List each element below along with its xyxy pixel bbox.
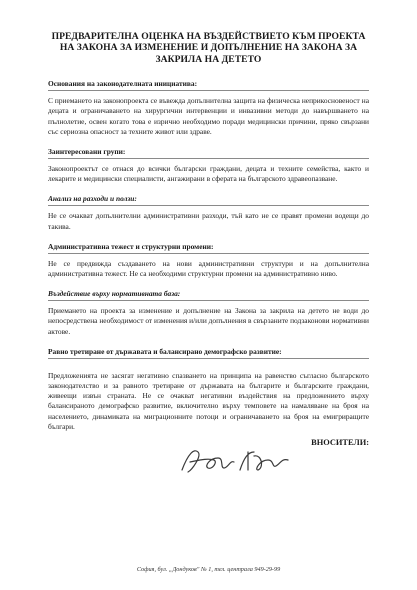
section-heading: Административна тежест и структурни промени: <box>48 241 214 251</box>
section-cost-benefit <box>48 194 369 231</box>
section-admin-burden <box>48 242 369 279</box>
signers-label: ВНОСИТЕЛИ: <box>311 438 369 448</box>
section-heading: Заинтересовани групи: <box>48 147 126 157</box>
section-divider <box>48 158 369 159</box>
section-text: Приемането на проекта за изменение и допълнение на Закона за закрила на детето не води до непосредствена необходимост от изменения и/или допълнения в свързаните подзаконови нормативни актове. <box>48 306 369 336</box>
section-equal-treatment <box>48 347 369 432</box>
section-heading: Основания на законодателната инициатива: <box>48 79 198 89</box>
section-divider <box>48 205 369 206</box>
section-divider <box>48 253 369 254</box>
address-footer: София, бул. „Дондуков" № 1, тел. централа 949-29-99 <box>136 566 281 573</box>
section-divider <box>48 300 369 301</box>
section-heading: Въздействие върху нормативната база: <box>48 289 181 299</box>
section-heading: Равно третиране от държавата и балансирано демографско развитие: <box>48 346 282 356</box>
section-text: С приемането на законопроекта се въвежда допълнителна защита на физическа неприкосновеност на децата и ограничаването на хирургични интервенции и инвазивни методи до навършването на пълнолетие, освен когато това е изрично необходимо поради медицински причини, пряко свързани със сериозна опасност за техните живот или здраве. <box>48 96 369 136</box>
section-text: Предложенията не засягат негативно спазването на принципа на равенство съгласно българското законодателство и за равното третиране от държавата на българите и българските граждани, живеещи извън страната. Не се очакват негативни въздействия на предложението върху балансираното демографско развитие, включително върху темповете на намаляване на броя на населението, динамиката на миграционните потоци и ограничаването на броя на емигриращите българи. <box>48 370 369 431</box>
section-text: Не се предвижда създаването на нови административни структури и на допълнителна административна тежест. Не са необходими структурни промени на административно ниво. <box>48 258 369 279</box>
section-text: Законопроектът се отнася до всички български граждани, децата и техните семейства, както и лекарите и медицински специалисти, ангажирани в сферата на българското здравеопазване. <box>48 164 369 184</box>
section-basis <box>48 79 369 137</box>
document-title: ПРЕДВАРИТЕЛНА ОЦЕНКА НА ВЪЗДЕЙСТВИЕТО КЪМ ПРОЕКТА НА ЗАКОНА ЗА ИЗМЕНЕНИЕ И ДОПЪЛНЕНИЕ НА ЗАКОНА ЗА ЗАКРИЛА НА ДЕТЕТО <box>51 31 366 65</box>
section-divider <box>48 90 369 91</box>
handwritten-signature <box>178 444 298 478</box>
section-regulatory-impact <box>48 289 369 337</box>
section-heading: Анализ на разходи и ползи: <box>48 194 137 204</box>
signature-block <box>48 438 369 478</box>
section-divider <box>48 358 369 359</box>
section-text: Не се очакват допълнителни административни разходи, тъй като не се правят промени водещи до такива. <box>48 211 369 231</box>
section-stakeholders <box>48 147 369 184</box>
